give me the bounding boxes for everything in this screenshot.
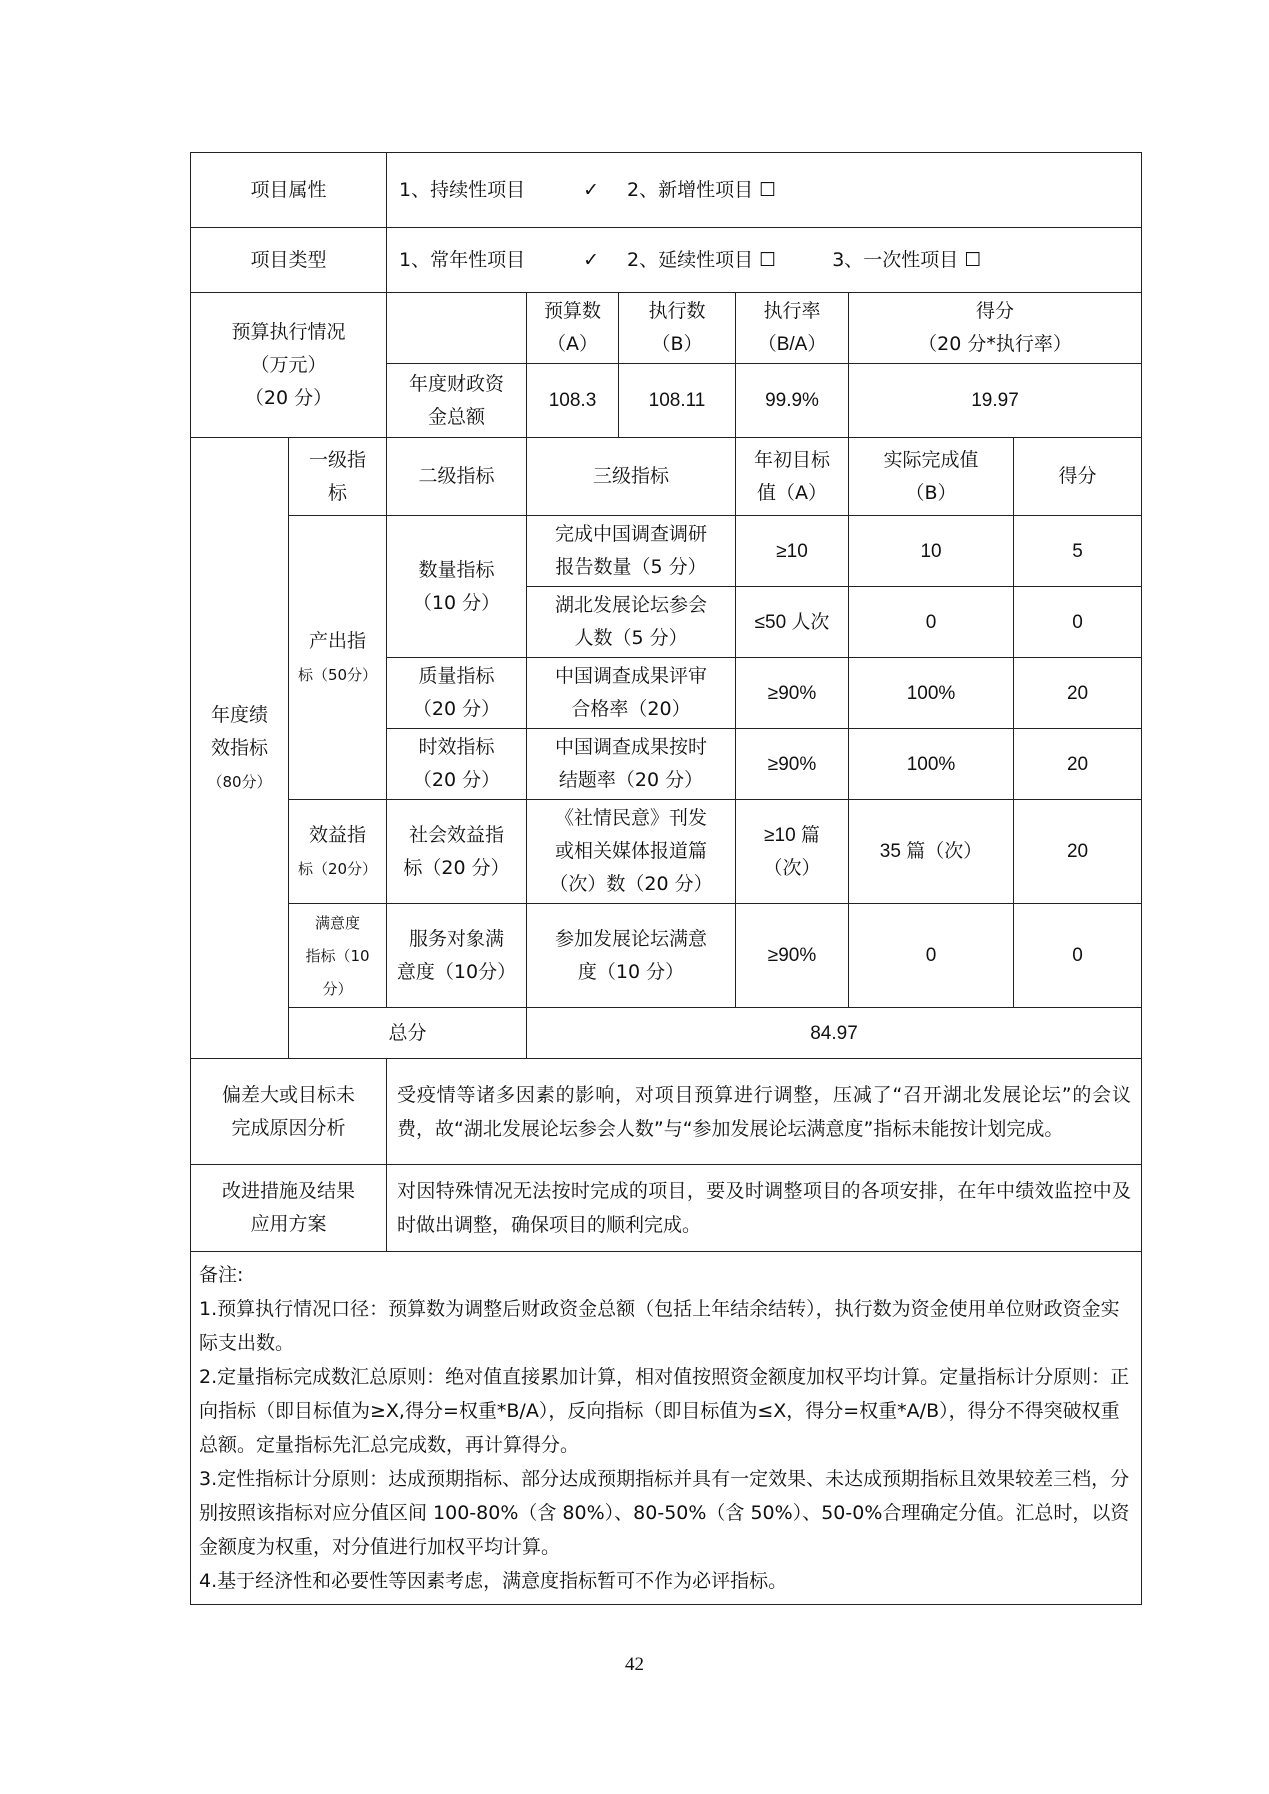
target-value: ≥90%: [736, 729, 849, 800]
header-level3: 三级指标: [527, 438, 736, 516]
project-attribute-options: [387, 153, 1142, 228]
score-value: 0: [1014, 587, 1142, 658]
quality-indicator-label: 质量指标 （20 分）: [387, 658, 527, 729]
quantity-indicator-label: 数量指标 （10 分）: [387, 516, 527, 658]
improvement-text: 对因特殊情况无法按时完成的项目，要及时调整项目的各项安排，在年中绩效监控中及时做出调整，确保项目的顺利完成。: [387, 1165, 1142, 1252]
note-item: 3.定性指标计分原则：达成预期指标、部分达成预期指标并具有一定效果、未达成预期指标且效果较差三档，分别按照该指标对应分值区间 100-80%（含 80%）、80-50%（含 50%）、50-0%合理确定分值。汇总时，以资金额度为权重，对分值进行加权平均计算。: [199, 1468, 1130, 1558]
output-indicator-label: 产出指 标（50分）: [289, 516, 387, 800]
score-value: 20: [1014, 729, 1142, 800]
header-level1: 一级指 标: [289, 438, 387, 516]
check-mark-icon: ✓: [583, 248, 600, 271]
performance-header-row: [191, 438, 1142, 516]
score-value: 5: [1014, 516, 1142, 587]
score-value: 20: [1014, 800, 1142, 904]
option-new: 2、新增性项目 ☐: [627, 178, 777, 201]
improvement-label: 改进措施及结果 应用方案: [191, 1165, 387, 1252]
budget-col-rate: 执行率 （B/A）: [736, 293, 849, 364]
project-attribute-row: [191, 153, 1142, 228]
table-row: [191, 516, 1142, 587]
score-value: 20: [1014, 658, 1142, 729]
exec-value: 108.11: [619, 364, 736, 438]
timeliness-indicator-label: 时效指标 （20 分）: [387, 729, 527, 800]
target-value: ≥10 篇 （次）: [736, 800, 849, 904]
budget-label: 预算执行情况 （万元） （20 分）: [191, 293, 387, 438]
benefit-indicator-label: 效益指 标（20分）: [289, 800, 387, 904]
budget-header-row: [191, 293, 1142, 364]
note-item: 4.基于经济性和必要性等因素考虑，满意度指标暂可不作为必评指标。: [199, 1570, 788, 1592]
deviation-label: 偏差大或目标未 完成原因分析: [191, 1059, 387, 1165]
target-value: ≥90%: [736, 904, 849, 1008]
notes-title: 备注:: [199, 1264, 244, 1286]
option-one-time: 3、一次性项目 ☐: [832, 248, 982, 271]
actual-value: 35 篇（次）: [849, 800, 1014, 904]
score-value: 0: [1014, 904, 1142, 1008]
project-type-label: 项目类型: [191, 228, 387, 293]
budget-col-score: 得分 （20 分*执行率）: [849, 293, 1142, 364]
deviation-row: [191, 1059, 1142, 1165]
budget-score-value: 19.97: [849, 364, 1142, 438]
budget-col-budget: 预算数 （A）: [527, 293, 619, 364]
budget-value: 108.3: [527, 364, 619, 438]
project-type-options: [387, 228, 1142, 293]
level3-indicator: 完成中国调查调研 报告数量（5 分）: [527, 516, 736, 587]
project-attribute-label: 项目属性: [191, 153, 387, 228]
actual-value: 0: [849, 587, 1014, 658]
check-mark-icon: ✓: [583, 178, 600, 201]
notes-block: [191, 1252, 1142, 1605]
performance-label: 年度绩 效指标 （80分）: [191, 438, 289, 1059]
satisfaction-indicator-label: 满意度 指标（10 分）: [289, 904, 387, 1008]
level3-indicator: 中国调查成果评审 合格率（20）: [527, 658, 736, 729]
rate-value: 99.9%: [736, 364, 849, 438]
option-extended: 2、延续性项目 ☐: [627, 248, 777, 271]
option-continuous: 1、持续性项目: [399, 178, 526, 201]
level3-indicator: 湖北发展论坛参会 人数（5 分）: [527, 587, 736, 658]
budget-blank-cell: [387, 293, 527, 364]
level3-indicator: 中国调查成果按时 结题率（20 分）: [527, 729, 736, 800]
total-value: 84.97: [527, 1008, 1142, 1059]
service-satisfaction-label: 服务对象满 意度（10分）: [387, 904, 527, 1008]
actual-value: 0: [849, 904, 1014, 1008]
performance-table: [190, 152, 1142, 1605]
header-actual: 实际完成值 （B）: [849, 438, 1014, 516]
actual-value: 10: [849, 516, 1014, 587]
level3-indicator: 《社情民意》刊发 或相关媒体报道篇 （次）数（20 分）: [527, 800, 736, 904]
budget-row-label: 年度财政资 金总额: [387, 364, 527, 438]
deviation-text: 受疫情等诸多因素的影响，对项目预算进行调整，压减了“召开湖北发展论坛”的会议费，故“湖北发展论坛参会人数”与“参加发展论坛满意度”指标未能按计划完成。: [387, 1059, 1142, 1165]
page-number: 42: [625, 1654, 644, 1675]
table-row: [191, 904, 1142, 1008]
budget-col-exec: 执行数 （B）: [619, 293, 736, 364]
target-value: ≥90%: [736, 658, 849, 729]
level3-indicator: 参加发展论坛满意 度（10 分）: [527, 904, 736, 1008]
actual-value: 100%: [849, 729, 1014, 800]
header-target: 年初目标 值（A）: [736, 438, 849, 516]
target-value: ≤50 人次: [736, 587, 849, 658]
note-item: 2.定量指标完成数汇总原则：绝对值直接累加计算，相对值按照资金额度加权平均计算。定量指标计分原则：正向指标（即目标值为≥X,得分=权重*B/A），反向指标（即目标值为≤X，得分=权重*A/B），得分不得突破权重总额。定量指标先汇总完成数，再计算得分。: [199, 1366, 1130, 1456]
notes-row: [191, 1252, 1142, 1605]
total-row: [191, 1008, 1142, 1059]
project-type-row: [191, 228, 1142, 293]
social-benefit-label: 社会效益指 标（20 分）: [387, 800, 527, 904]
table-row: [191, 800, 1142, 904]
target-value: ≥10: [736, 516, 849, 587]
total-label: 总分: [289, 1008, 527, 1059]
actual-value: 100%: [849, 658, 1014, 729]
header-score: 得分: [1014, 438, 1142, 516]
improvement-row: [191, 1165, 1142, 1252]
header-level2: 二级指标: [387, 438, 527, 516]
note-item: 1.预算执行情况口径：预算数为调整后财政资金总额（包括上年结余结转），执行数为资金使用单位财政资金实际支出数。: [199, 1298, 1120, 1354]
option-annual: 1、常年性项目: [399, 248, 526, 271]
